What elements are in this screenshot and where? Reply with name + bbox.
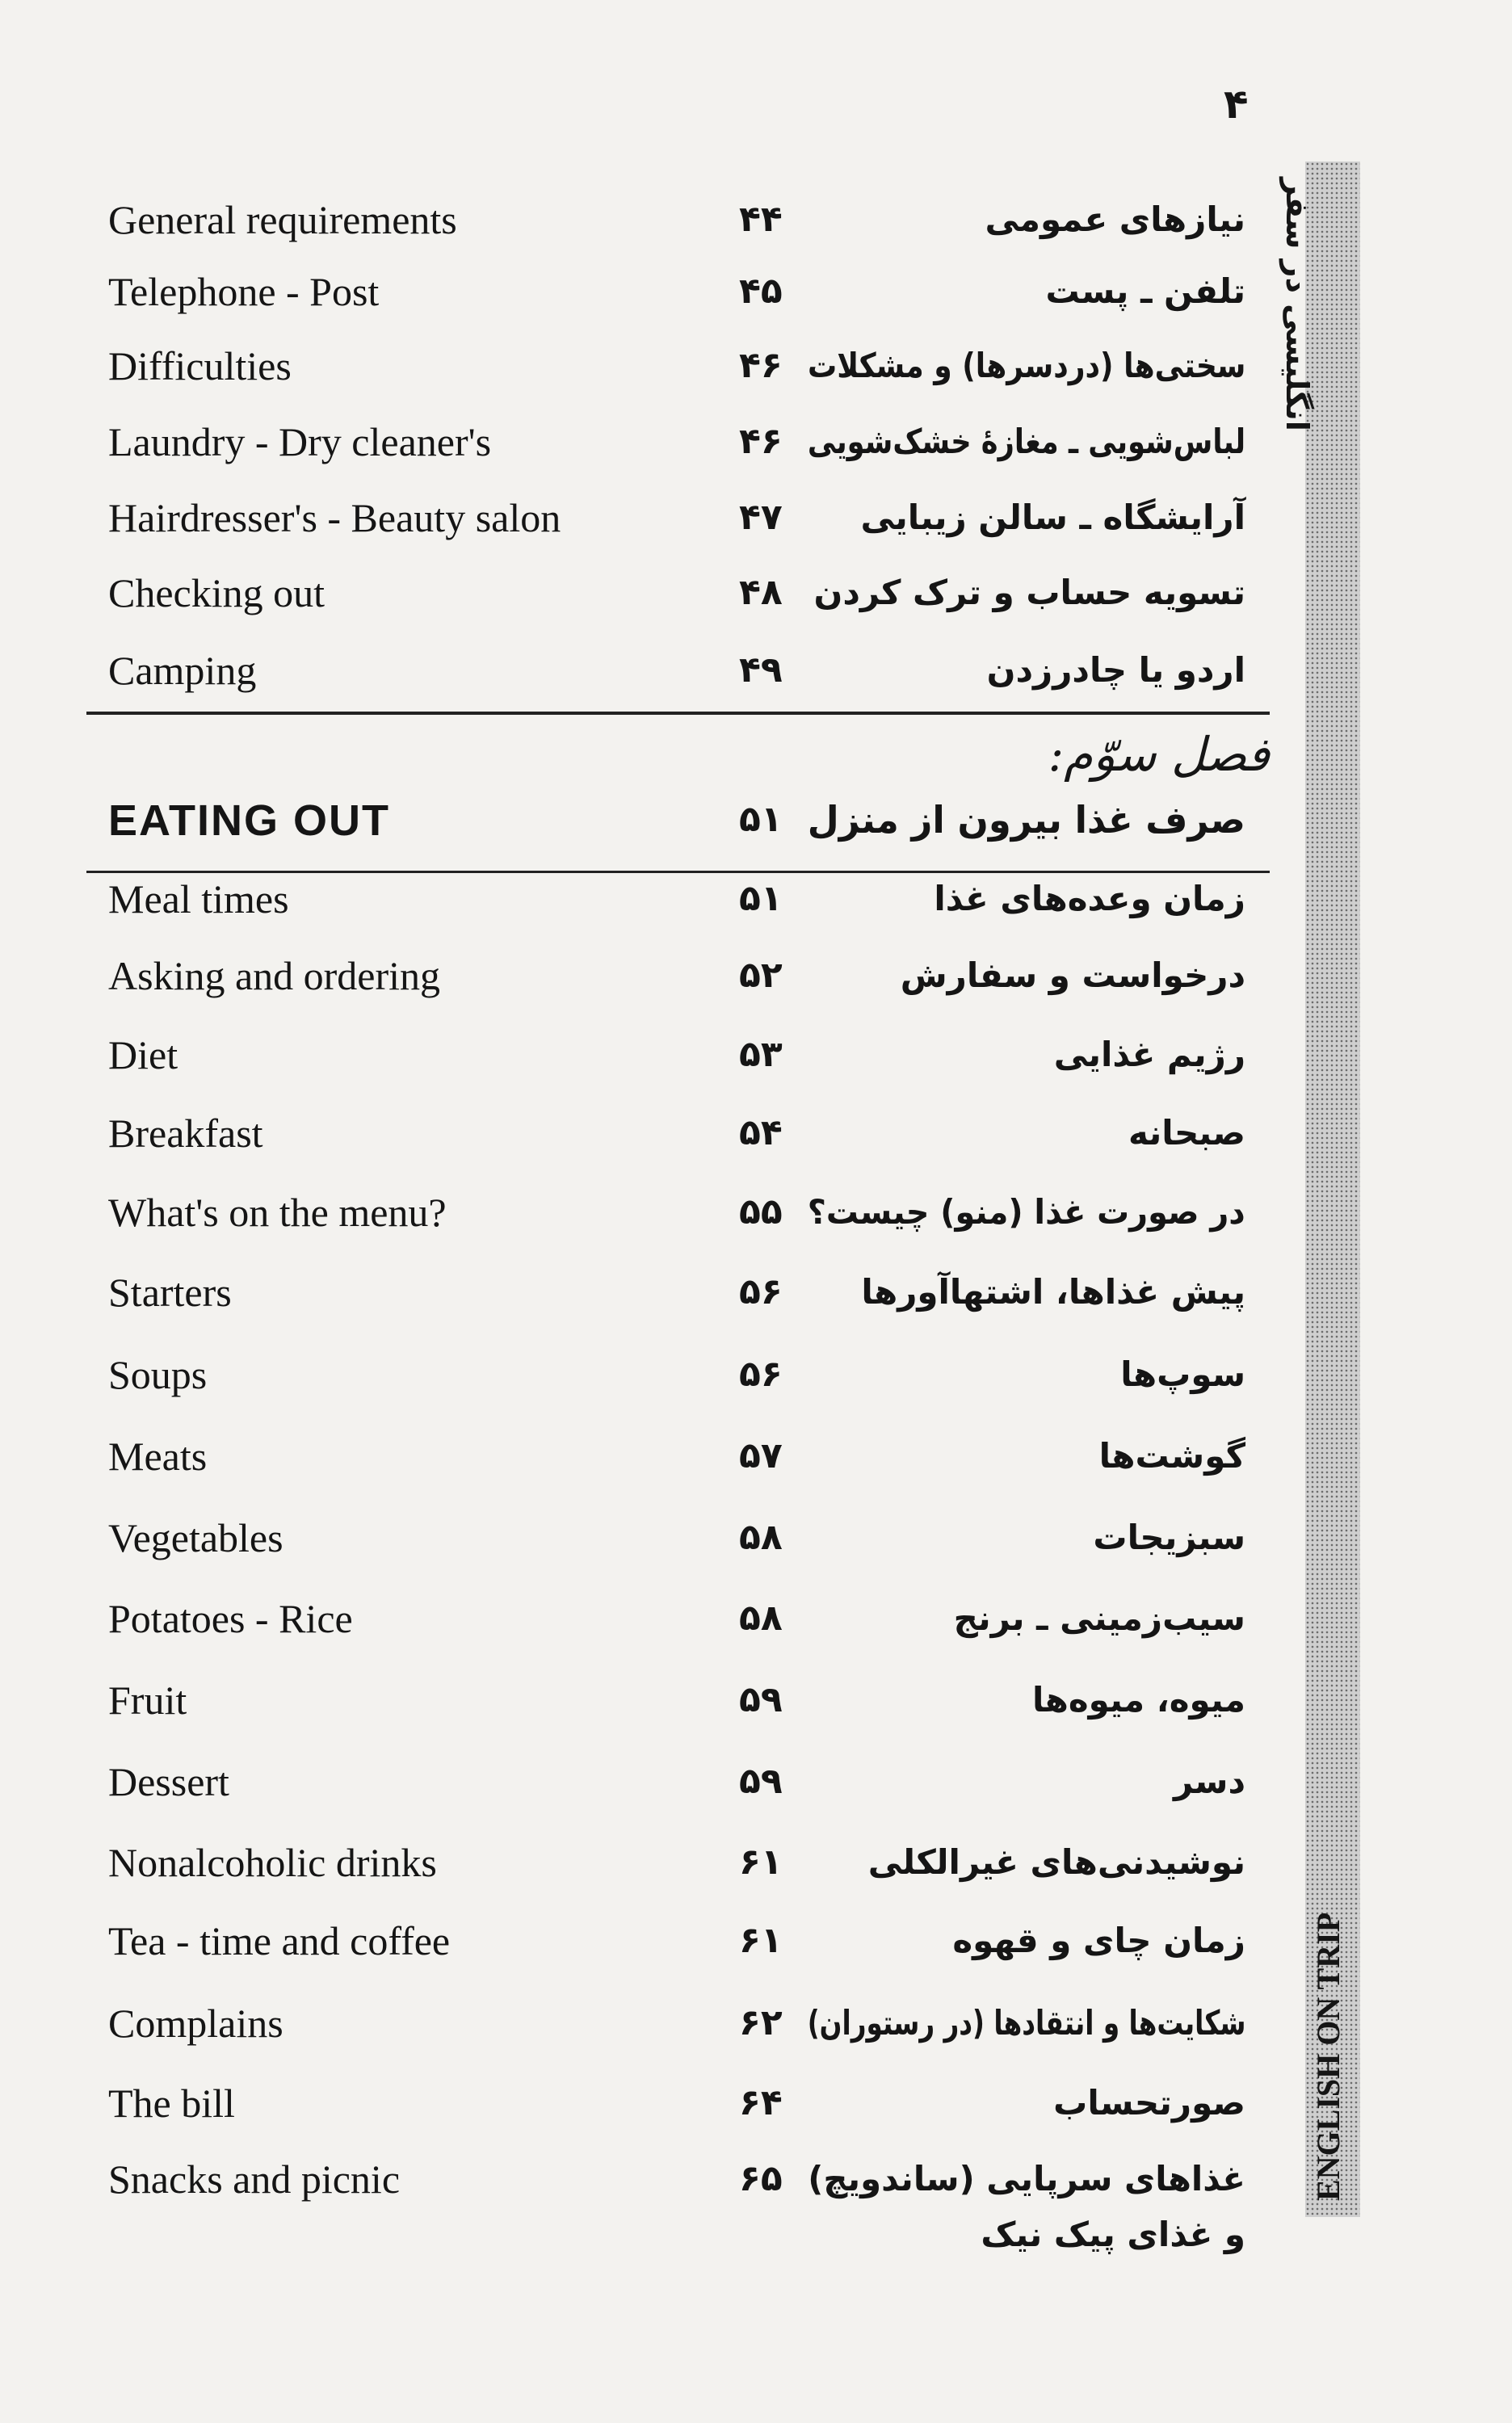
toc-entry-page: ۵۵: [739, 1191, 783, 1232]
toc-entry-page: ۵۳: [739, 1034, 783, 1075]
toc-entry-title: Breakfast: [108, 1111, 263, 1156]
toc-entry-page: ۴۸: [739, 572, 783, 613]
toc-entry-title-fa: تسویه حساب و ترک کردن: [813, 573, 1245, 612]
toc-entry-title-fa: درخواست و سفارش: [900, 955, 1245, 995]
toc-entry-title: Soups: [108, 1352, 208, 1397]
toc-entry-title: Laundry - Dry cleaner's: [108, 419, 492, 464]
chapter-title-fa: صرف غذا بیرون از منزل: [807, 798, 1245, 842]
chapter-title-en: EATING OUT: [108, 796, 390, 845]
toc-entry-title: Complains: [108, 2001, 284, 2046]
toc-entry-title: Difficulties: [108, 343, 292, 388]
toc-entry-page: ۵۶: [739, 1354, 783, 1395]
toc-entry-title-fa: پیش غذاها، اشتهاآورها: [861, 1272, 1245, 1312]
snacks-continuation: و غذای پیک نیک: [981, 2215, 1245, 2254]
toc-entry-title-fa: دسر: [1174, 1762, 1245, 1801]
toc-entry-title: Asking and ordering: [108, 953, 441, 998]
toc-entry-title-fa: سوپ‌ها: [1120, 1354, 1245, 1394]
toc-entry-title-fa: در صورت غذا (منو) چیست؟: [808, 1192, 1245, 1232]
toc-entry-title-fa: سیب‌زمینی ـ برنج: [953, 1598, 1245, 1638]
toc-entry-title-fa: آرایشگاه ـ سالن زیبایی: [860, 498, 1245, 537]
toc-entry-page: ۶۱: [739, 1841, 783, 1883]
toc-entry-page: ۴۶: [739, 421, 783, 462]
toc-entry-page: ۵۴: [739, 1112, 783, 1153]
toc-entry-title: Camping: [108, 648, 257, 693]
toc-entry-title: Hairdresser's - Beauty salon: [108, 495, 561, 540]
toc-entry-page: ۵۶: [739, 1271, 783, 1312]
toc-entry-title: Telephone - Post: [108, 269, 380, 314]
toc-entry-page: ۵۷: [739, 1435, 783, 1476]
toc-entry-title: Fruit: [108, 1678, 187, 1723]
toc-entry-title: Vegetables: [108, 1515, 284, 1560]
toc-entry-page: ۶۴: [739, 2082, 783, 2123]
toc-entry-title-fa: غذاهای سرپایی (ساندویچ): [808, 2159, 1245, 2198]
toc-entry-title: Nonalcoholic drinks: [108, 1840, 437, 1885]
toc-entry-page: ۵۸: [739, 1517, 783, 1558]
chapter-label: فصل سوّم:: [1048, 727, 1270, 782]
page-number: ۴: [1224, 81, 1249, 128]
divider-top: [86, 712, 1270, 715]
toc-entry-title: Snacks and picnic: [108, 2156, 401, 2202]
toc-entry-title: Checking out: [108, 570, 326, 615]
toc-entry-page: ۵۲: [739, 955, 783, 996]
toc-entry-page: ۴۶: [739, 345, 783, 386]
side-title-strip: [1279, 162, 1360, 2217]
toc-entry-title: Diet: [108, 1032, 178, 1077]
toc-entry-title-fa: سختی‌ها (دردسرها) و مشکلات: [807, 346, 1245, 385]
toc-entry-title: Dessert: [108, 1759, 229, 1804]
toc-entry-title: The bill: [108, 2081, 235, 2126]
toc-entry-page: ۵۸: [739, 1598, 783, 1639]
divider-bottom: [86, 871, 1270, 873]
toc-entry-page: ۶۵: [739, 2158, 783, 2199]
toc-entry-title: Starters: [108, 1270, 232, 1315]
toc-entry-title-fa: زمان چای و قهوه: [952, 1921, 1245, 1960]
toc-entry-title: Meal times: [108, 876, 289, 922]
side-title-fa: انگلیسی در سفر: [1279, 178, 1315, 431]
toc-entry-page: ۶۲: [739, 2002, 783, 2043]
toc-entry-title-fa: سبزیجات: [1093, 1518, 1245, 1557]
toc-entry-title: Tea - time and coffee: [108, 1918, 451, 1963]
toc-entry-page: ۴۴: [739, 199, 783, 240]
toc-entry-page: ۴۵: [739, 271, 783, 312]
toc-entry-title-fa: میوه، میوه‌ها: [1031, 1680, 1245, 1720]
side-title-en: ENGLISH ON TRIP: [1310, 1912, 1346, 2201]
toc-entry-title-fa: رژیم غذایی: [1053, 1035, 1245, 1074]
toc-entry-title-fa: شکایت‌ها و انتقادها (در رستوران): [807, 2003, 1245, 2043]
toc-entry-page: ۶۱: [739, 1920, 783, 1961]
toc-entry-page: ۵۹: [739, 1679, 783, 1720]
toc-entry-title-fa: صبحانه: [1128, 1113, 1245, 1153]
toc-entry-title: General requirements: [108, 197, 457, 242]
toc-entry-title: What's on the menu?: [108, 1190, 447, 1235]
toc-entry-page: ۴۷: [739, 497, 783, 538]
toc-entry-page: ۴۹: [739, 649, 783, 691]
toc-entry-title: Potatoes - Rice: [108, 1596, 353, 1641]
toc-entry-title-fa: نیازهای عمومی: [985, 199, 1245, 239]
toc-entry-title: Meats: [108, 1434, 208, 1479]
toc-entry-page: ۵۱: [739, 878, 783, 919]
toc-entry-title-fa: زمان وعده‌های غذا: [934, 879, 1245, 918]
toc-entry-title-fa: گوشت‌ها: [1098, 1436, 1245, 1476]
toc-entry-title-fa: صورتحساب: [1053, 2083, 1245, 2123]
toc-entry-title-fa: اردو یا چادرزدن: [986, 650, 1245, 690]
toc-entry-title-fa: تلفن ـ پست: [1045, 271, 1245, 311]
chapter-page: ۵۱: [739, 799, 783, 840]
toc-entry-title-fa: نوشیدنی‌های غیرالکلی: [867, 1842, 1245, 1882]
toc-entry-title-fa: لباس‌شویی ـ مغازهٔ خشک‌شویی: [807, 422, 1245, 461]
toc-entry-page: ۵۹: [739, 1761, 783, 1802]
